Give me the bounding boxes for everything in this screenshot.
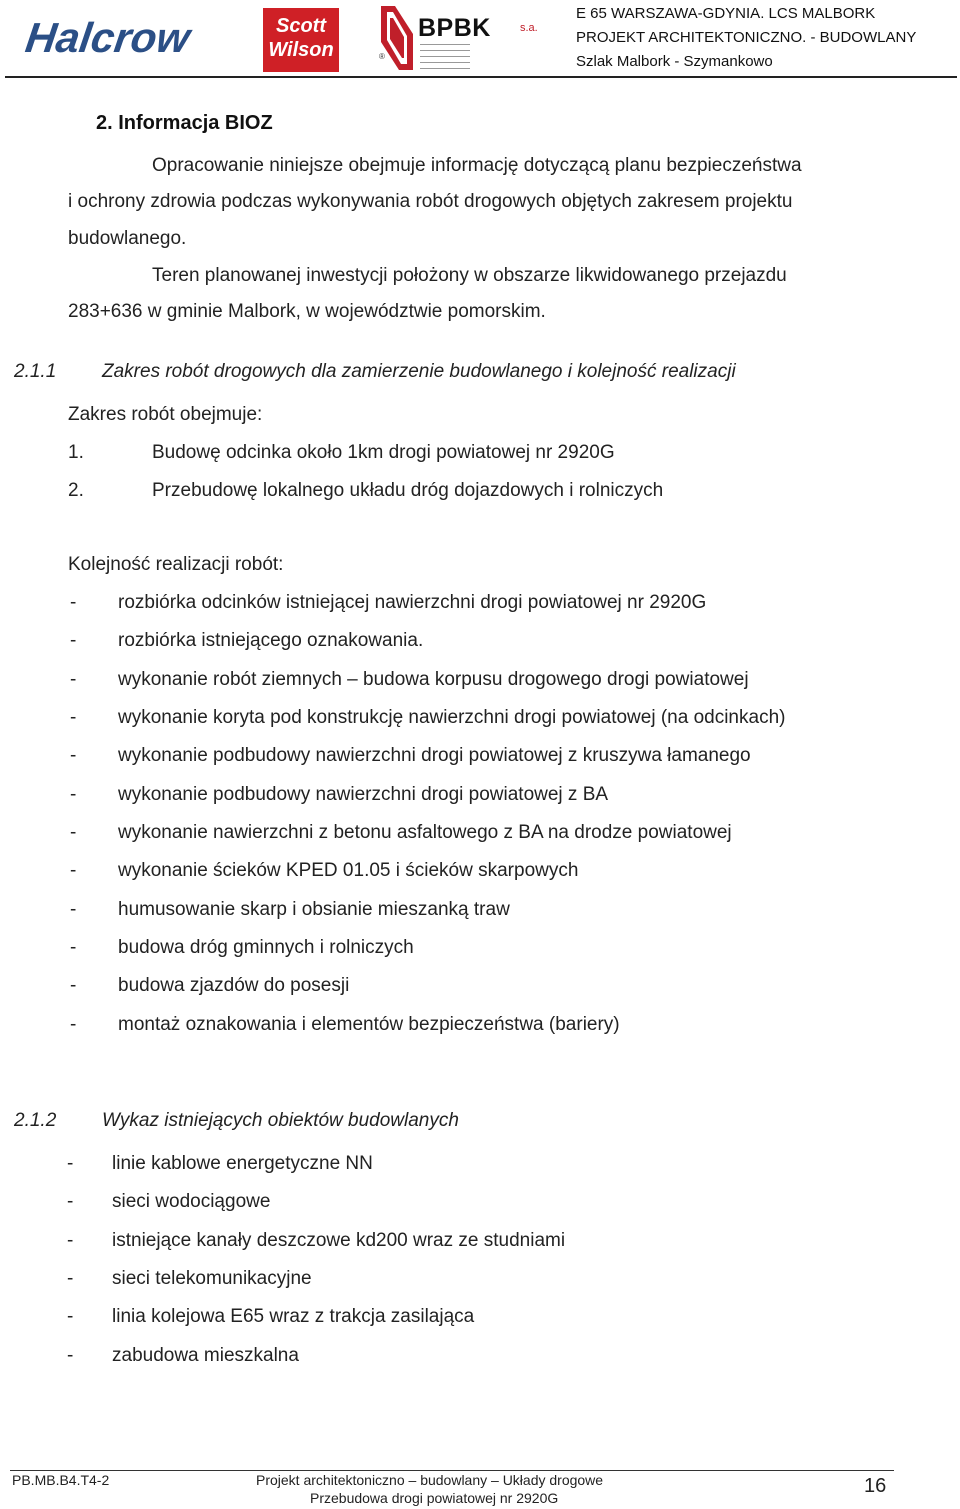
page-number: 16 [864,1475,887,1497]
list-item: linie kablowe energetyczne NN [112,1153,373,1174]
list-bullet: - [67,1230,74,1251]
list-bullet: - [70,707,77,728]
list-item: sieci telekomunikacyjne [112,1268,312,1289]
intro-paragraph-line-2: i ochrony zdrowia podczas wykonywania robót drogowych objętych zakresem projektu [68,191,793,212]
list-bullet: - [70,899,77,920]
list-bullet: - [70,860,77,881]
header-line-2: PROJEKT ARCHITEKTONICZNO. - BUDOWLANY [576,29,917,46]
bpbk-logo-text: BPBK [418,14,491,42]
list-item: rozbiórka odcinków istniejącej nawierzchni drogi powiatowej nr 2920G [118,592,707,613]
subsection-2-title: Wykaz istniejących obiektów budowlanych [102,1110,459,1131]
list-item: humusowanie skarp i obsianie mieszanką traw [118,899,510,920]
intro-paragraph-line-1: Opracowanie niniejsze obejmuje informację dotyczącą planu bezpieczeństwa [152,155,802,176]
scope-item-2: Przebudowę lokalnego układu dróg dojazdowych i rolniczych [152,480,664,501]
bpbk-logo-sa: s.a. [520,22,538,34]
list-item: wykonanie ścieków KPED 01.05 i ścieków skarpowych [118,860,579,881]
scott-wilson-logo [263,8,339,72]
list-item: wykonanie podbudowy nawierzchni drogi powiatowej z BA [118,784,609,805]
list-bullet: - [70,937,77,958]
list-item: linia kolejowa E65 wraz z trakcja zasilająca [112,1306,475,1327]
footer-line-2: Przebudowa drogi powiatowej nr 2920G [310,1490,559,1506]
registered-icon: ® [379,52,385,61]
list-bullet: - [67,1191,74,1212]
list-bullet: - [70,822,77,843]
list-item: montaż oznakowania i elementów bezpieczeństwa (bariery) [118,1014,620,1035]
subsection-1-number: 2.1.1 [14,361,57,382]
list-item: zabudowa mieszkalna [112,1345,299,1366]
list-bullet: - [67,1345,74,1366]
list-item: rozbiórka istniejącego oznakowania. [118,630,424,651]
header-line-3: Szlak Malbork - Szymankowo [576,53,773,70]
list-bullet: - [67,1306,74,1327]
scott-wilson-logo-line2: Wilson [268,39,334,61]
list-bullet: - [67,1268,74,1289]
list-item: budowa dróg gminnych i rolniczych [118,937,414,958]
list-bullet: - [67,1153,74,1174]
scope-item-1: Budowę odcinka około 1km drogi powiatowej nr 2920G [152,442,615,463]
list-bullet: - [70,784,77,805]
list-item: budowa zjazdów do posesji [118,975,350,996]
bpbk-mark-icon [377,4,417,72]
list-bullet: - [70,975,77,996]
scope-item-2-number: 2. [68,480,84,501]
list-item: wykonanie podbudowy nawierzchni drogi powiatowej z kruszywa łamanego [118,745,751,766]
intro-paragraph-line-3: budowlanego. [68,228,187,249]
list-item: wykonanie koryta pod konstrukcję nawierzchni drogi powiatowej (na odcinkach) [118,707,786,728]
footer-divider [10,1470,894,1471]
order-label: Kolejność realizacji robót: [68,554,284,575]
list-item: sieci wodociągowe [112,1191,271,1212]
header-divider [5,76,957,78]
scope-label: Zakres robót obejmuje: [68,404,263,425]
halcrow-logo: Halcrow [22,14,193,61]
list-item: istniejące kanały deszczowe kd200 wraz ze studniami [112,1230,566,1251]
header-line-1: E 65 WARSZAWA-GDYNIA. LCS MALBORK [576,5,876,22]
list-item: wykonanie robót ziemnych – budowa korpusu drogowego drogi powiatowej [118,669,749,690]
list-item: wykonanie nawierzchni z betonu asfaltowego z BA na drodze powiatowej [118,822,732,843]
bpbk-logo-subtitle [420,44,470,72]
list-bullet: - [70,745,77,766]
footer-line-1: Projekt architektoniczno – budowlany – Układy drogowe [256,1472,604,1488]
footer-document-code: PB.MB.B4.T4-2 [12,1472,110,1488]
subsection-1-title: Zakres robót drogowych dla zamierzenie budowlanego i kolejność realizacji [102,361,736,382]
subsection-2-number: 2.1.2 [14,1110,57,1131]
section-title: 2. Informacja BIOZ [96,112,273,134]
list-bullet: - [70,592,77,613]
list-bullet: - [70,630,77,651]
location-paragraph-line-1: Teren planowanej inwestycji położony w obszarze likwidowanego przejazdu [152,265,787,286]
scott-wilson-logo-line1: Scott [276,15,326,37]
list-bullet: - [70,669,77,690]
scope-item-1-number: 1. [68,442,84,463]
location-paragraph-line-2: 283+636 w gminie Malbork, w województwie pomorskim. [68,301,546,322]
list-bullet: - [70,1014,77,1035]
